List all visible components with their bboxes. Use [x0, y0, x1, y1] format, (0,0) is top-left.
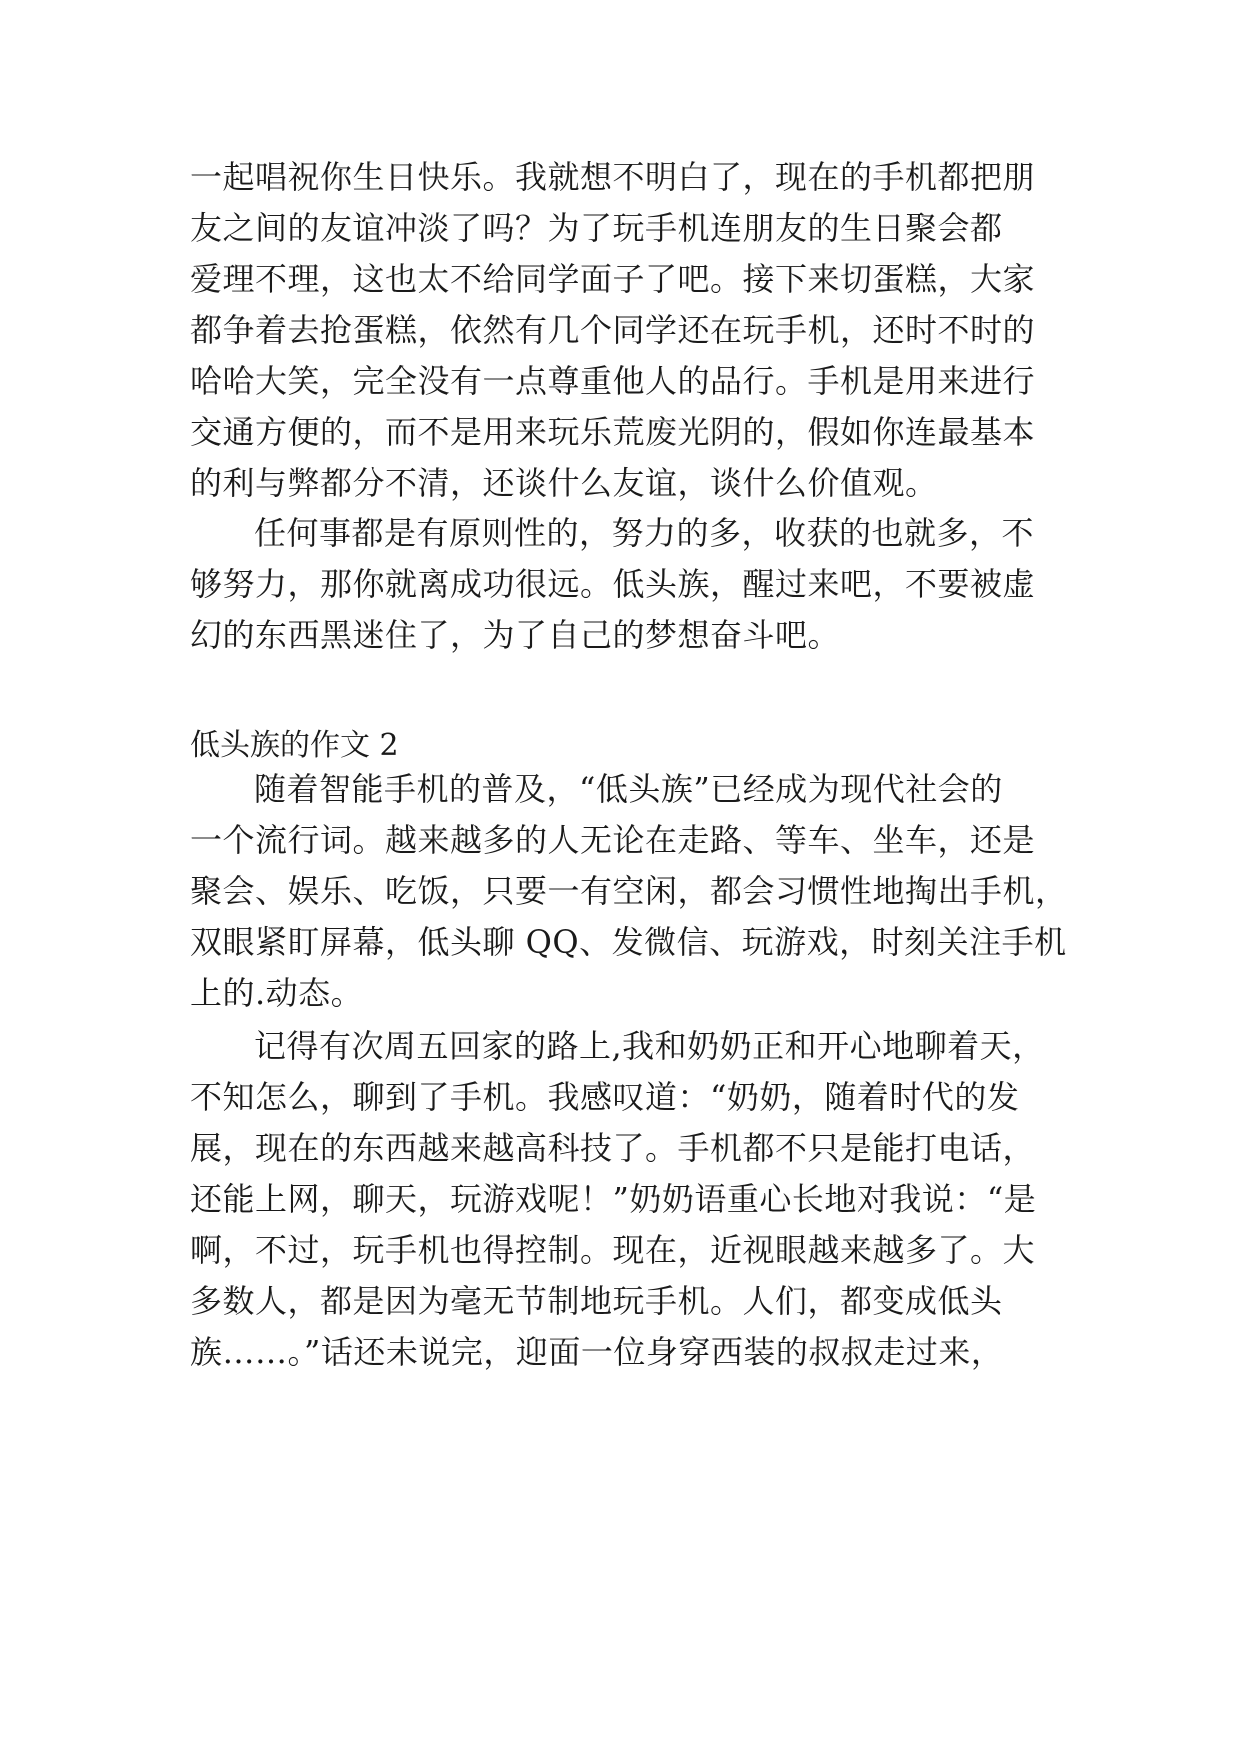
section-heading: 低头族的作文 2 — [190, 728, 399, 763]
text-line: 记得有次周五回家的路上,我和奶奶正和开心地聊着天， — [254, 1027, 1045, 1065]
text-line: 任何事都是有原则性的，努力的多，收获的也就多，不 — [254, 514, 1035, 552]
text-line: 展，现在的东西越来越高科技了。手机都不只是能打电话， — [190, 1129, 1036, 1167]
text-line: 交通方便的，而不是用来玩乐荒废光阴的，假如你连最基本 — [190, 413, 1036, 451]
text-line: 够努力，那你就离成功很远。低头族，醒过来吧，不要被虚 — [190, 565, 1036, 603]
text-line: 上的.动态。 — [190, 974, 364, 1012]
text-line: 幻的东西黑迷住了，为了自己的梦想奋斗吧。 — [190, 616, 841, 654]
text-line: 啊，不过，玩手机也得控制。现在，近视眼越来越多了。大 — [190, 1231, 1036, 1269]
text-line: 爱理不理，这也太不给同学面子了吧。接下来切蛋糕，大家 — [190, 260, 1036, 298]
text-line: 不知怎么，聊到了手机。我感叹道：“奶奶，随着时代的发 — [190, 1078, 1020, 1116]
text-line: 哈哈大笑，完全没有一点尊重他人的品行。手机是用来进行 — [190, 362, 1036, 400]
text-line: 族……。”话还未说完，迎面一位身穿西装的叔叔走过来， — [190, 1333, 1004, 1371]
text-line: 随着智能手机的普及，“低头族”已经成为现代社会的 — [254, 770, 1003, 808]
text-line: 都争着去抢蛋糕，依然有几个同学还在玩手机，还时不时的 — [190, 311, 1036, 349]
text-line: 聚会、娱乐、吃饭，只要一有空闲，都会习惯性地掏出手机， — [190, 872, 1068, 910]
text-line: 友之间的友谊冲淡了吗？为了玩手机连朋友的生日聚会都 — [190, 209, 1003, 247]
text-line: 一起唱祝你生日快乐。我就想不明白了，现在的手机都把朋 — [190, 158, 1036, 196]
text-line: 多数人，都是因为毫无节制地玩手机。人们，都变成低头 — [190, 1282, 1003, 1320]
text-line: 双眼紧盯屏幕，低头聊 QQ、发微信、玩游戏，时刻关注手机 — [190, 923, 1067, 961]
text-line: 一个流行词。越来越多的人无论在走路、等车、坐车，还是 — [190, 821, 1036, 859]
text-line: 的利与弊都分不清，还谈什么友谊，谈什么价值观。 — [190, 464, 938, 502]
text-line: 还能上网，聊天，玩游戏呢！”奶奶语重心长地对我说：“是 — [190, 1180, 1037, 1218]
